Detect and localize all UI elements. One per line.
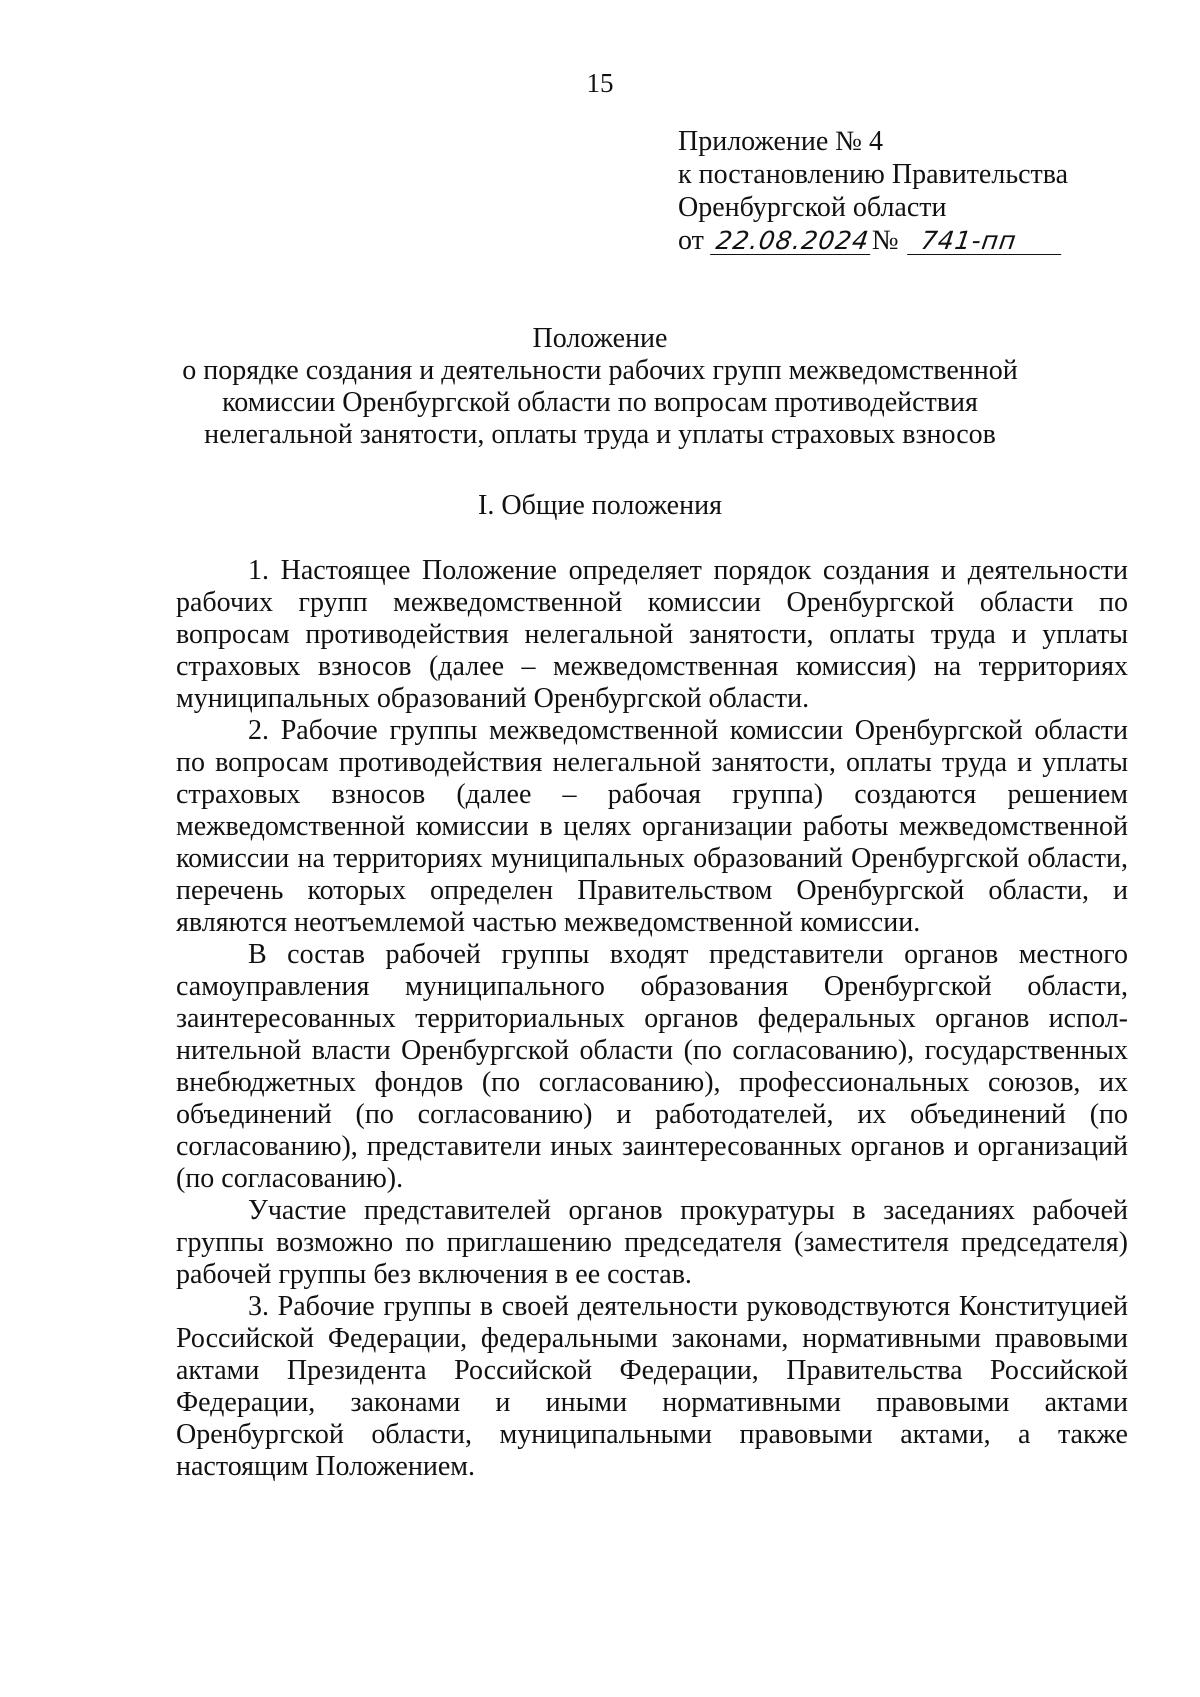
title-line: Положение [532,323,668,354]
title-line: о порядке создания и деятельности рабочих групп межведомственной [182,355,1018,386]
appendix-reference: к постановлению Правительства [678,159,1069,190]
appendix-date-number-line [678,224,1068,257]
page-number: 15 [586,68,614,98]
paragraph: В состав рабочей группы входят представители органов местного самоуправления муниципального образования Оренбургской области, заинтересованных территориальных органов федеральных органов испол-нительной власти Оренбургской области (по согласованию), государственных внебюджетных фондов (по согласованию), профессиональных союзов, их объединений (по согласованию) и работодателей, их объединений (по согласованию), представители иных заинтересованных органов и организаций (по согласованию). [176,939,1128,1194]
appendix-title: Приложение № 4 [678,126,883,157]
handwritten-number: 741-пп [907,228,1065,255]
paragraph: 3. Рабочие группы в своей деятельности руководствуются Конституцией Российской Федерации, федеральными законами, нормативными правовыми актами Президента Российской Федерации, Правительства Российской Федерации, законами и иными нормативными правовыми актами Оренбургской области, муниципальными правовыми актами, а также настоящим Положением. [176,1291,1128,1482]
paragraph: 2. Рабочие группы межведомственной комиссии Оренбургской области по вопросам противодействия нелегальной занятости, оплаты труда и уплаты страховых взносов (далее – рабочая группа) создаются решением межведомственной комиссии в целях организации работы межведомственной комиссии на территориях муниципальных образований Оренбургской области, перечень которых определен Правительством Оренбургской области, и являются неотъемлемой частью межведомственной комиссии. [176,715,1128,938]
handwritten-date: 22.08.2024 [710,228,874,255]
appendix-block [678,125,1068,257]
title-line: комиссии Оренбургской области по вопросам противодействия [222,387,978,418]
document-title [120,323,1080,451]
paragraph: 1. Настоящее Положение определяет порядок создания и деятельности рабочих групп межведомственной комиссии Оренбургской области по вопросам противодействия нелегальной занятости, оплаты труда и уплаты страховых взносов (далее – межведомственная комиссия) на территориях муниципальных образований Оренбургской области. [176,555,1128,714]
title-line: нелегальной занятости, оплаты труда и уплаты страховых взносов [204,419,996,450]
document-body [176,555,1128,1483]
number-label: № [871,225,899,256]
appendix-region: Оренбургской области [678,192,947,223]
paragraph: Участие представителей органов прокуратуры в заседаниях рабочей группы возможно по приглашению председателя (заместителя председателя) рабочей группы без включения в ее состав. [176,1195,1128,1290]
section-heading: I. Общие положения [478,490,722,521]
from-label: от [678,225,704,256]
